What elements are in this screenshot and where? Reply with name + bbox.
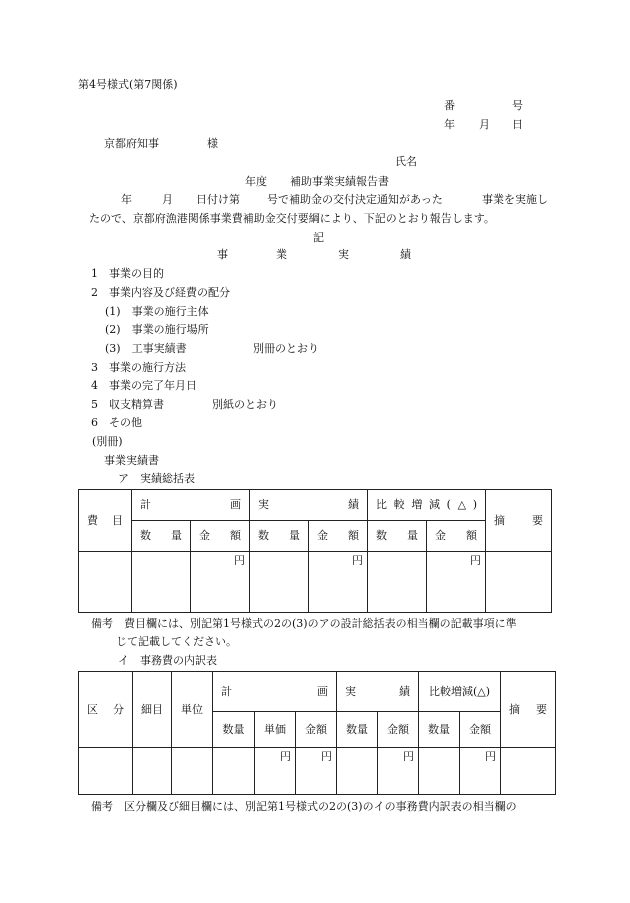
list-item: (3) 工事実績書 xyxy=(105,342,187,355)
cell-plan-qty xyxy=(132,552,191,613)
subheader-plan-amount: 金額 xyxy=(296,712,337,748)
body-date-no: 日付け第 xyxy=(196,193,240,206)
table-row xyxy=(79,748,556,795)
subheader-plan-amount: 金 額 xyxy=(191,521,250,552)
date-year-label: 年 xyxy=(444,118,455,131)
list-item: 1 事業の目的 xyxy=(91,267,164,280)
col-header-item: 費 目 xyxy=(79,490,132,552)
list-item: 5 収支精算書 xyxy=(91,398,164,411)
subheader-compare-qty: 数 量 xyxy=(368,521,427,552)
office-expense-table xyxy=(78,671,556,795)
cell-actual-qty xyxy=(337,748,378,795)
appendix-label: (別冊) xyxy=(92,435,123,448)
table-row xyxy=(79,552,552,613)
body-month: 月 xyxy=(162,193,173,206)
heading-char-2: 業 xyxy=(276,248,287,261)
cell-plan-unit-price: 円 xyxy=(255,748,296,795)
heading-char-4: 績 xyxy=(400,248,411,261)
subheader-actual-qty: 数 量 xyxy=(250,521,309,552)
col-header-unit: 単位 xyxy=(172,672,213,748)
subheader-plan-unit-price: 単価 xyxy=(255,712,296,748)
col-header-compare: 比 較 増 減 ( △ ) xyxy=(368,490,486,521)
addressee: 京都府知事 xyxy=(104,137,159,150)
ki-mark: 記 xyxy=(313,231,324,244)
cell-item xyxy=(79,552,132,613)
col-header-compare: 比較増減(△) xyxy=(419,672,501,712)
construction-note: 別冊のとおり xyxy=(253,342,319,355)
subheader-compare-amount: 金額 xyxy=(460,712,501,748)
subheader-plan-qty: 数量 xyxy=(213,712,255,748)
list-item: 3 事業の施行方法 xyxy=(91,361,186,374)
cell-plan-amount: 円 xyxy=(296,748,337,795)
subheader-plan-qty: 数 量 xyxy=(132,521,191,552)
heading-char-3: 実 xyxy=(338,248,349,261)
col-header-plan: 計 画 xyxy=(213,672,337,712)
col-header-remarks: 摘 要 xyxy=(486,490,552,552)
title-fiscal-year: 年度 xyxy=(245,175,267,188)
heading-char-1: 事 xyxy=(217,248,228,261)
body-line-2: たので、京都府漁港関係事業費補助金交付要綱により、下記のとおり報告します。 xyxy=(89,212,495,225)
cell-class xyxy=(79,748,133,795)
cell-plan-amount: 円 xyxy=(191,552,250,613)
body-decision-text: 号で補助金の交付決定通知があった xyxy=(267,193,443,206)
cell-compare-amount: 円 xyxy=(427,552,486,613)
list-item: 2 事業内容及び経費の配分 xyxy=(91,286,230,299)
cell-unit xyxy=(172,748,213,795)
subheader-compare-qty: 数量 xyxy=(419,712,460,748)
cell-remarks xyxy=(486,552,552,613)
subheader-actual-qty: 数量 xyxy=(337,712,378,748)
note-a-line-2: じて記載してください。 xyxy=(116,635,237,648)
addressee-suffix: 様 xyxy=(207,137,218,150)
cell-compare-qty xyxy=(419,748,460,795)
note-a-line-1: 備考 費目欄には、別記第1号様式の2の(3)のアの設計総括表の相当欄の記載事項に準 xyxy=(91,617,517,630)
list-item: (2) 事業の施行場所 xyxy=(105,323,209,336)
col-header-class: 区 分 xyxy=(79,672,133,748)
number-label-ban: 番 xyxy=(444,99,455,112)
col-header-detail: 細目 xyxy=(133,672,172,748)
body-year: 年 xyxy=(121,193,132,206)
cell-actual-amount: 円 xyxy=(309,552,368,613)
subheader-compare-amount: 金 額 xyxy=(427,521,486,552)
table-a-title: ア 実績総括表 xyxy=(118,472,195,485)
settlement-note: 別紙のとおり xyxy=(212,398,278,411)
col-header-actual: 実 績 xyxy=(337,672,419,712)
appendix-title: 事業実績書 xyxy=(104,454,159,467)
col-header-remarks: 摘 要 xyxy=(501,672,556,748)
form-number: 第4号様式(第7関係) xyxy=(78,78,178,91)
list-item: 4 事業の完了年月日 xyxy=(91,379,197,392)
cell-compare-qty xyxy=(368,552,427,613)
cell-actual-amount: 円 xyxy=(378,748,419,795)
cell-plan-qty xyxy=(213,748,255,795)
cell-remarks xyxy=(501,748,556,795)
cell-compare-amount: 円 xyxy=(460,748,501,795)
note-i: 備考 区分欄及び細目欄には、別記第1号様式の2の(3)のイの事務費内訳表の相当欄の xyxy=(91,800,517,813)
document-title: 補助事業実績報告書 xyxy=(290,175,389,188)
body-implemented-text: 事業を実施し xyxy=(482,193,548,206)
cell-actual-qty xyxy=(250,552,309,613)
col-header-actual: 実 績 xyxy=(250,490,368,521)
subheader-actual-amount: 金額 xyxy=(378,712,419,748)
col-header-plan: 計 画 xyxy=(132,490,250,521)
date-month-label: 月 xyxy=(479,118,490,131)
name-label: 氏名 xyxy=(395,155,417,168)
list-item: (1) 事業の施行主体 xyxy=(105,305,209,318)
summary-table xyxy=(78,489,552,613)
cell-detail xyxy=(133,748,172,795)
subheader-actual-amount: 金 額 xyxy=(309,521,368,552)
table-i-title: イ 事務費の内訳表 xyxy=(118,654,217,667)
list-item: 6 その他 xyxy=(91,416,142,429)
number-label-go: 号 xyxy=(512,99,523,112)
date-day-label: 日 xyxy=(512,118,523,131)
